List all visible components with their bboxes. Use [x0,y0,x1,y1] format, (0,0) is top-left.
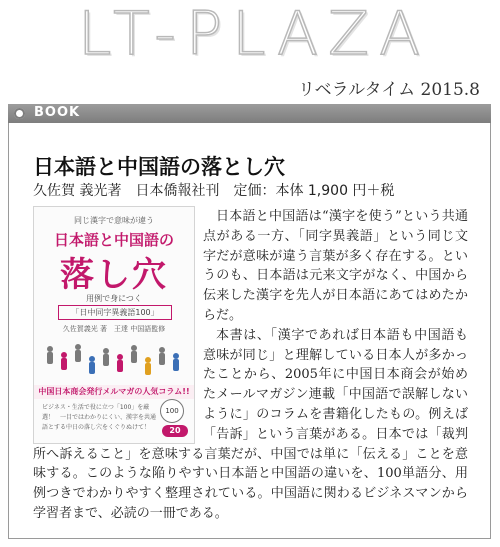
cover-authors: 久佐賀義光 著 王達 中国語監修 [62,325,166,333]
cover-subtitle-box: 「日中同字異義語100」 [58,305,172,320]
masthead [0,0,500,100]
cover-emblem: 20 [162,425,188,437]
cover-banner: 中国日本商会発行メルマガの人気コラム!! [34,385,194,399]
cover-title-line2: 落し穴 [60,255,168,295]
crowd-illustration [40,335,188,381]
bullet-icon [14,108,25,119]
cover-seal: 100 [160,399,184,423]
cover-small-text: ビジネス・生活で役に立つ「100」を厳選！ 一目ではわかりにくい、漢字を共通語とする中日の落し穴をくぐりぬけて！ [42,404,157,431]
cover-top-text: 同じ漢字で意味が違う [74,216,154,225]
paragraph-1: 日本語と中国語は“漢字を使う”という共通点がある一方、「同字異義語」という同じ文字だが意味が違う言葉が多く存在する。というのも、日本語は元来文字がなく、中国から伝来した漢字を先人が日本語にあてはめたからだ。 [203,209,468,323]
paragraph-2: 本書は、「漢字であれば日本語も中国語も意味が同じ」と理解している日本人が多かったことから、2005年に中国日本商会が始めたメールマガジン連載「中国語で誤解しないように」のコラムを書籍化したもの。例えば「告訴」という言葉がある。日本では「裁判所へ訴えること」を意味する言葉だが、中国では単に「伝える」ことを意味する。このような陥りやすい日本語と中国語の違いを、100単語分、用例つきでわかりやすく整理されている。中国語に関わるビジネスマンから学習者まで、必読の一冊である。 [33,327,468,521]
book-meta: 久佐賀 義光著 日本僑報社刊 定価：本体 1,900 円＋税 [33,183,395,199]
section-label: BOOK [34,105,81,120]
cover-subtitle: 用例で身につく [86,294,142,303]
book-title: 日本語と中国語の落とし穴 [33,155,285,179]
publication-issue: リベラルタイム 2015.8 [297,80,480,100]
masthead-title: LT-PLAZA [78,0,431,69]
section-header-bar [8,104,491,123]
book-cover-image [33,206,195,444]
cover-title-line1: 日本語と中国語の [53,231,174,249]
